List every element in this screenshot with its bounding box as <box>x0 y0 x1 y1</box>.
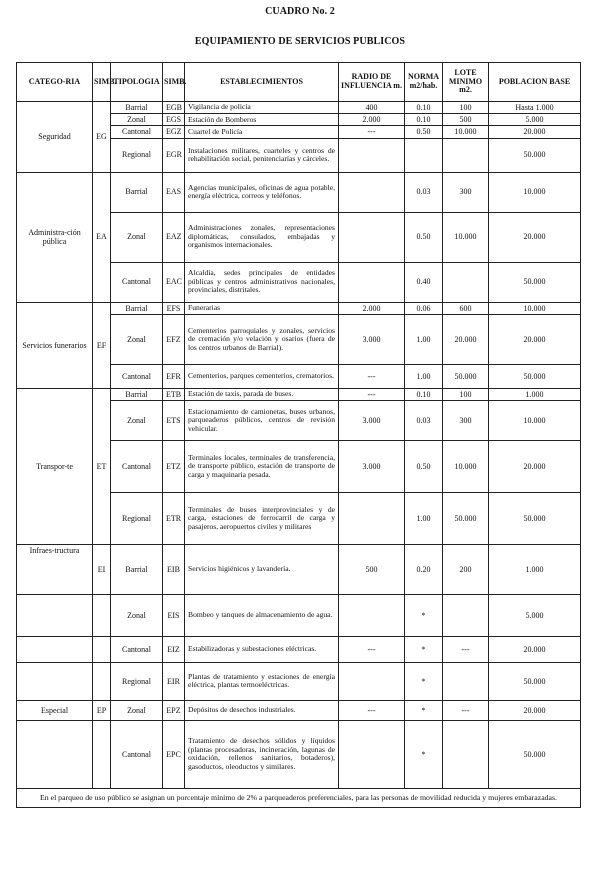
radio-cell: 3.000 <box>339 440 405 492</box>
table-row <box>17 700 581 720</box>
category-symbol-cell: EG <box>93 102 111 173</box>
tipologia-cell: Zonal <box>111 314 163 364</box>
lote-cell: 50.000 <box>443 364 489 388</box>
establishment-cell: Agencias municipales, oficinas de agua potable, energía eléctrica, correos y teléfonos. <box>185 172 339 212</box>
poblacion-cell: 50.000 <box>489 720 581 788</box>
category-symbol-cell-empty <box>93 720 111 788</box>
establishment-cell: Plantas de tratamiento y estaciones de energía eléctrica, plantas termoeléctricas. <box>185 662 339 700</box>
symbol-cell: EGR <box>163 138 185 172</box>
symbol-cell: EIR <box>163 662 185 700</box>
radio-cell: --- <box>339 364 405 388</box>
poblacion-cell: 20.000 <box>489 700 581 720</box>
symbol-cell: EFR <box>163 364 185 388</box>
table-row <box>17 302 581 314</box>
establishment-cell: Bombeo y tanques de almacenamiento de agua. <box>185 594 339 636</box>
footnote-row <box>17 788 581 807</box>
radio-cell <box>339 492 405 544</box>
tipologia-cell: Barrial <box>111 302 163 314</box>
lote-cell: 10.000 <box>443 440 489 492</box>
norma-cell: * <box>405 700 443 720</box>
footnote: En el parqueo de uso público se asignan un porcentaje mínimo de 2% a parqueaderos preferenciales, para las personas de movilidad reducida y mujeres embarazadas. <box>17 788 581 807</box>
category-symbol-cell: EA <box>93 172 111 302</box>
category-cell: Infraes-tructura <box>17 544 93 594</box>
symbol-cell: EAC <box>163 262 185 302</box>
symbol-cell: EGZ <box>163 126 185 138</box>
lote-cell: 10.000 <box>443 126 489 138</box>
symbol-cell: ETS <box>163 400 185 440</box>
category-symbol-cell: EF <box>93 302 111 388</box>
poblacion-cell: 10.000 <box>489 172 581 212</box>
header-simbolo-tipologia: SIMB. <box>163 63 185 102</box>
header-lote: LOTE MINIMO m2. <box>443 63 489 102</box>
tipologia-cell: Regional <box>111 492 163 544</box>
norma-cell: 0.20 <box>405 544 443 594</box>
norma-cell: 0.03 <box>405 172 443 212</box>
header-categoria: CATEGO-RIA <box>17 63 93 102</box>
establishment-cell: Terminales locales, terminales de transferencia, de transporte público, estación de transporte de carga y maquinaria pesada. <box>185 440 339 492</box>
radio-cell <box>339 212 405 262</box>
tipologia-cell: Zonal <box>111 400 163 440</box>
poblacion-cell: 20.000 <box>489 636 581 662</box>
poblacion-cell: 20.000 <box>489 126 581 138</box>
norma-cell: 0.50 <box>405 212 443 262</box>
radio-cell: --- <box>339 126 405 138</box>
lote-cell <box>443 138 489 172</box>
lote-cell <box>443 720 489 788</box>
establishment-cell: Instalaciones militares, cuarteles y centros de rehabilitación social, penitenciarías y cárceles. <box>185 138 339 172</box>
radio-cell: --- <box>339 388 405 400</box>
poblacion-cell: 50.000 <box>489 662 581 700</box>
establishment-cell: Estación de taxis, parada de buses. <box>185 388 339 400</box>
establishment-cell: Cuartel de Policía <box>185 126 339 138</box>
radio-cell <box>339 262 405 302</box>
radio-cell <box>339 720 405 788</box>
lote-cell: 200 <box>443 544 489 594</box>
header-simbolo: SIMB. <box>93 63 111 102</box>
tipologia-cell: Cantonal <box>111 720 163 788</box>
table-row <box>17 172 581 212</box>
tipologia-cell: Regional <box>111 138 163 172</box>
tipologia-cell: Barrial <box>111 172 163 212</box>
poblacion-cell: 20.000 <box>489 314 581 364</box>
establishment-cell: Alcaldía, sedes principales de entidades públicas y centros administrativos nacionales, provinciales, distritales. <box>185 262 339 302</box>
tipologia-cell: Zonal <box>111 594 163 636</box>
equipment-table <box>16 62 581 808</box>
lote-cell <box>443 662 489 700</box>
symbol-cell: EPC <box>163 720 185 788</box>
table-row <box>17 102 581 114</box>
lote-cell <box>443 262 489 302</box>
poblacion-cell: 5.000 <box>489 114 581 126</box>
header-poblacion: POBLACION BASE <box>489 63 581 102</box>
tipologia-cell: Barrial <box>111 544 163 594</box>
lote-cell: --- <box>443 636 489 662</box>
document-subtitle: EQUIPAMIENTO DE SERVICIOS PUBLICOS <box>194 36 406 47</box>
establishment-cell: Estabilizadoras y subestaciones eléctricas. <box>185 636 339 662</box>
radio-cell: --- <box>339 700 405 720</box>
lote-cell <box>443 594 489 636</box>
tipologia-cell: Cantonal <box>111 440 163 492</box>
tipologia-cell: Zonal <box>111 700 163 720</box>
category-cell: Transpor-te <box>17 388 93 544</box>
radio-cell: 2.000 <box>339 302 405 314</box>
lote-cell: --- <box>443 700 489 720</box>
tipologia-cell: Zonal <box>111 212 163 262</box>
category-cell: Servicios funerarios <box>17 302 93 388</box>
symbol-cell: EPZ <box>163 700 185 720</box>
tipologia-cell: Barrial <box>111 102 163 114</box>
norma-cell: * <box>405 636 443 662</box>
radio-cell: 400 <box>339 102 405 114</box>
header-row <box>17 63 581 102</box>
symbol-cell: ETB <box>163 388 185 400</box>
norma-cell: * <box>405 594 443 636</box>
norma-cell: 1.00 <box>405 314 443 364</box>
table-row <box>17 662 581 700</box>
norma-cell: 0.50 <box>405 440 443 492</box>
radio-cell: 2.000 <box>339 114 405 126</box>
norma-cell: * <box>405 720 443 788</box>
norma-cell: 0.40 <box>405 262 443 302</box>
radio-cell <box>339 594 405 636</box>
lote-cell: 300 <box>443 172 489 212</box>
establishment-cell: Estación de Bomberos <box>185 114 339 126</box>
symbol-cell: ETZ <box>163 440 185 492</box>
poblacion-cell: 50.000 <box>489 364 581 388</box>
norma-cell <box>405 138 443 172</box>
category-symbol-cell-empty <box>93 662 111 700</box>
norma-cell: * <box>405 662 443 700</box>
header-radio: RADIO DE INFLUENCIA m. <box>339 63 405 102</box>
category-cell-empty <box>17 594 93 636</box>
poblacion-cell: 50.000 <box>489 492 581 544</box>
poblacion-cell: 20.000 <box>489 440 581 492</box>
header-establecimientos: ESTABLECIMIENTOS <box>185 63 339 102</box>
tipologia-cell: Cantonal <box>111 126 163 138</box>
lote-cell: 100 <box>443 102 489 114</box>
norma-cell: 0.10 <box>405 102 443 114</box>
poblacion-cell: 10.000 <box>489 400 581 440</box>
tipologia-cell: Cantonal <box>111 636 163 662</box>
radio-cell <box>339 662 405 700</box>
norma-cell: 0.50 <box>405 126 443 138</box>
establishment-cell: Vigilancia de policía <box>185 102 339 114</box>
establishment-cell: Administraciones zonales, representaciones diplomáticas, consulados, embajadas y organismos internacionales. <box>185 212 339 262</box>
poblacion-cell: 20.000 <box>489 212 581 262</box>
radio-cell <box>339 172 405 212</box>
symbol-cell: EIB <box>163 544 185 594</box>
establishment-cell: Estacionamiento de camionetas, buses urbanos, parqueaderos públicos, centros de revisión vehicular. <box>185 400 339 440</box>
category-cell: Especial <box>17 700 93 720</box>
tipologia-cell: Cantonal <box>111 262 163 302</box>
norma-cell: 0.10 <box>405 114 443 126</box>
norma-cell: 0.10 <box>405 388 443 400</box>
establishment-cell: Depósitos de desechos industriales. <box>185 700 339 720</box>
category-cell: Administra-ción pública <box>17 172 93 302</box>
establishment-cell: Funerarias <box>185 302 339 314</box>
poblacion-cell: 5.000 <box>489 594 581 636</box>
table-row <box>17 544 581 594</box>
radio-cell: 3.000 <box>339 400 405 440</box>
lote-cell: 500 <box>443 114 489 126</box>
establishment-cell: Terminales de buses interprovinciales y de carga, estaciones de ferrocarril de carga y pasajeros, aeropuertos civiles y militares <box>185 492 339 544</box>
category-symbol-cell: ET <box>93 388 111 544</box>
radio-cell: 500 <box>339 544 405 594</box>
symbol-cell: EIS <box>163 594 185 636</box>
header-tipologia: TIPOLOGIA <box>111 63 163 102</box>
header-norma: NORMA m2/hab. <box>405 63 443 102</box>
norma-cell: 1.00 <box>405 492 443 544</box>
establishment-cell: Servicios higiénicos y lavandería. <box>185 544 339 594</box>
category-cell-empty <box>17 662 93 700</box>
lote-cell: 50.000 <box>443 492 489 544</box>
symbol-cell: EGB <box>163 102 185 114</box>
lote-cell: 20.000 <box>443 314 489 364</box>
poblacion-cell: 10.000 <box>489 302 581 314</box>
document-title: CUADRO No. 2 <box>265 6 335 17</box>
symbol-cell: EFS <box>163 302 185 314</box>
tipologia-cell: Cantonal <box>111 364 163 388</box>
tipologia-cell: Regional <box>111 662 163 700</box>
table-row <box>17 636 581 662</box>
establishment-cell: Tratamiento de desechos sólidos y líquidos (plantas procesadoras, incineración, lagunas de oxidación, rellenos sanitarios, botaderos), gasoductos, oleoductos y similares. <box>185 720 339 788</box>
category-symbol-cell: EP <box>93 700 111 720</box>
symbol-cell: EIZ <box>163 636 185 662</box>
symbol-cell: EGS <box>163 114 185 126</box>
category-symbol-cell-empty <box>93 636 111 662</box>
lote-cell: 10.000 <box>443 212 489 262</box>
poblacion-cell: 1.000 <box>489 388 581 400</box>
lote-cell: 300 <box>443 400 489 440</box>
symbol-cell: ETR <box>163 492 185 544</box>
lote-cell: 600 <box>443 302 489 314</box>
lote-cell: 100 <box>443 388 489 400</box>
symbol-cell: EFZ <box>163 314 185 364</box>
category-symbol-cell-empty <box>93 594 111 636</box>
norma-cell: 0.06 <box>405 302 443 314</box>
category-cell: Seguridad <box>17 102 93 173</box>
radio-cell: 3.000 <box>339 314 405 364</box>
norma-cell: 1.00 <box>405 364 443 388</box>
establishment-cell: Cementerios, parques cementerios, crematorios. <box>185 364 339 388</box>
radio-cell: --- <box>339 636 405 662</box>
symbol-cell: EAZ <box>163 212 185 262</box>
symbol-cell: EAS <box>163 172 185 212</box>
table-row <box>17 720 581 788</box>
radio-cell <box>339 138 405 172</box>
tipologia-cell: Zonal <box>111 114 163 126</box>
poblacion-cell: 50.000 <box>489 138 581 172</box>
tipologia-cell: Barrial <box>111 388 163 400</box>
category-cell-empty <box>17 720 93 788</box>
category-symbol-cell: EI <box>93 544 111 594</box>
establishment-cell: Cementerios parroquiales y zonales, servicios de cremación y/o velación y osarios (fuera de los centros urbanos de Barrial). <box>185 314 339 364</box>
norma-cell: 0.03 <box>405 400 443 440</box>
poblacion-cell: Hasta 1.000 <box>489 102 581 114</box>
poblacion-cell: 1.000 <box>489 544 581 594</box>
table-row <box>17 594 581 636</box>
category-cell-empty <box>17 636 93 662</box>
poblacion-cell: 50.000 <box>489 262 581 302</box>
table-row <box>17 388 581 400</box>
